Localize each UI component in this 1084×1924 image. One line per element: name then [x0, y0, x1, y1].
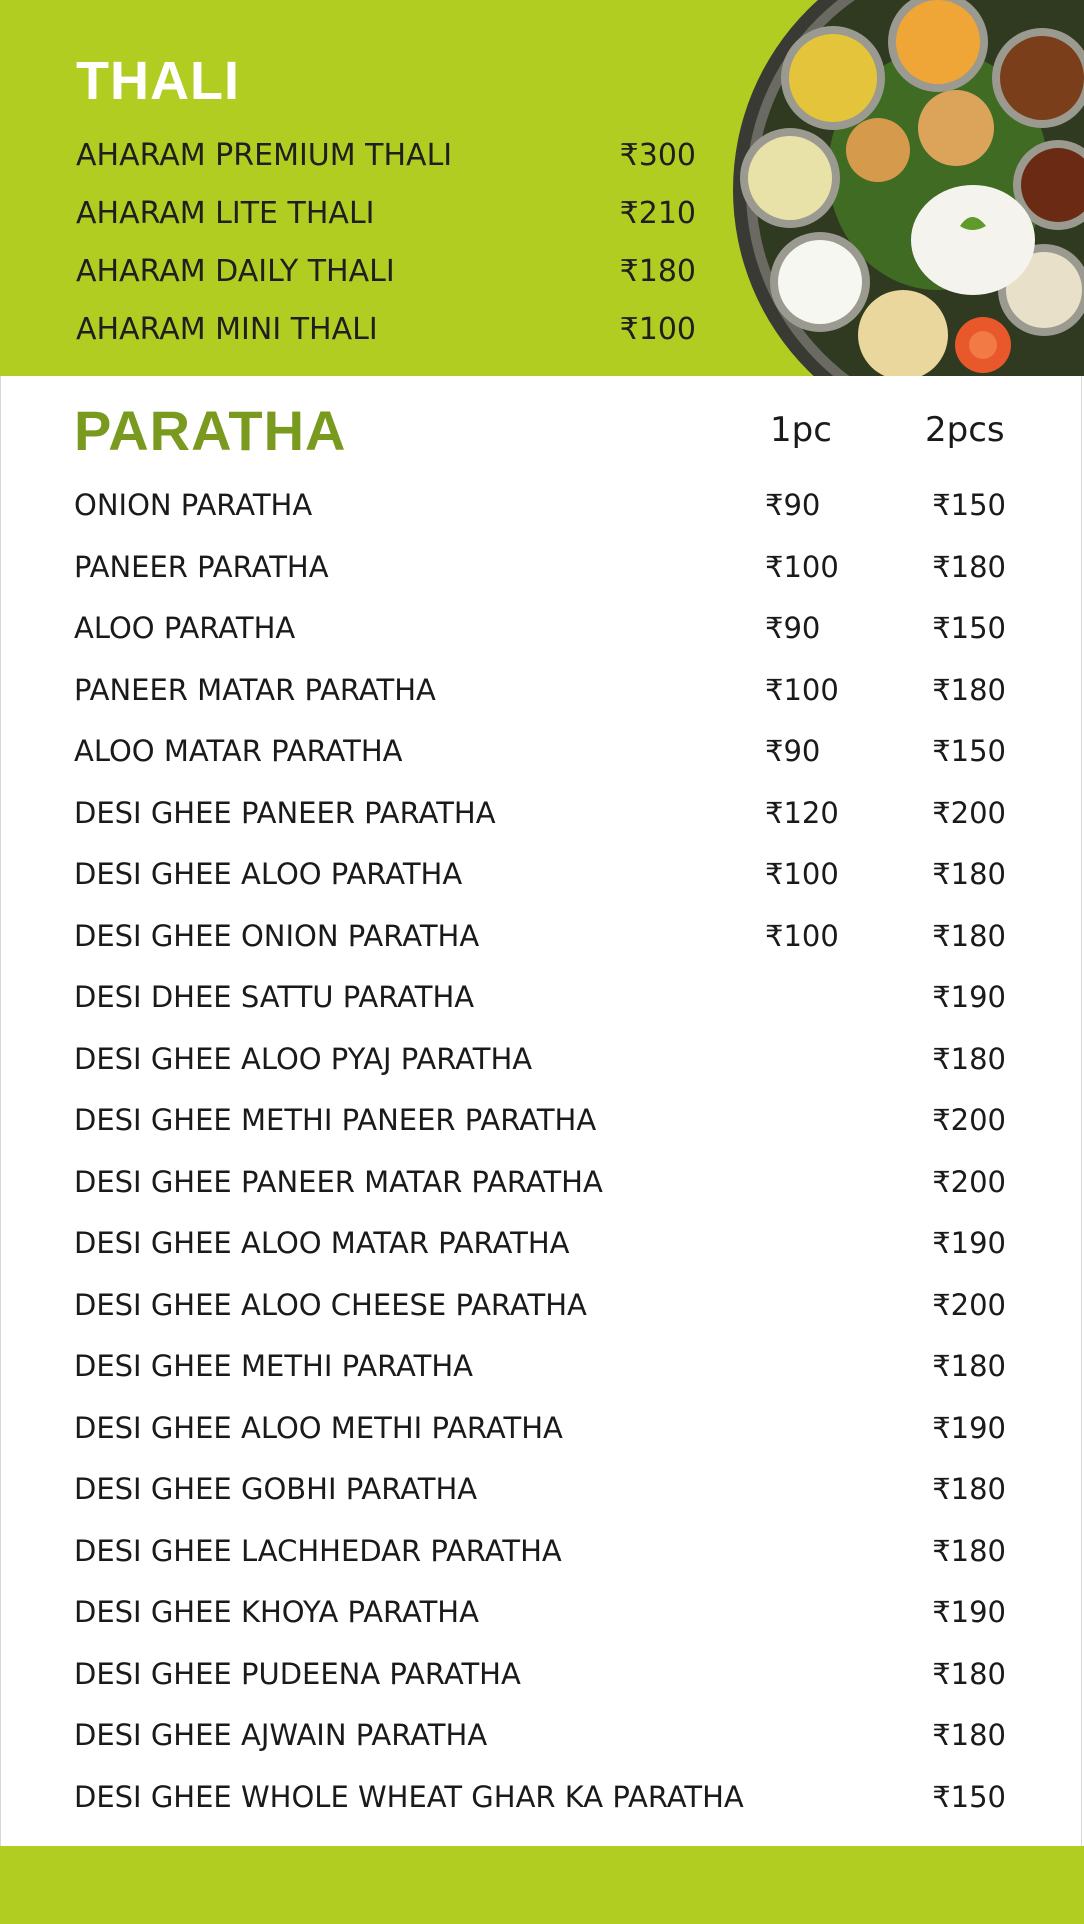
- paratha-item: [0, 1528, 1084, 1590]
- paratha-item-name: DESI GHEE METHI PARATHA: [74, 1349, 474, 1383]
- paratha-price-2pcs: ₹200: [932, 1164, 1006, 1199]
- thali-item-price: ₹180: [619, 254, 696, 289]
- paratha-item: [0, 667, 1084, 729]
- paratha-item-name: DESI GHEE PANEER MATAR PARATHA: [74, 1164, 603, 1199]
- thali-item-price: ₹210: [619, 196, 696, 231]
- paratha-item-name: ALOO PARATHA: [74, 611, 296, 645]
- paratha-price-1pc: ₹100: [765, 672, 839, 707]
- paratha-item-name: DESI GHEE ALOO METHI PARATHA: [74, 1410, 563, 1445]
- paratha-price-1pc: ₹100: [765, 918, 839, 953]
- paratha-item: [0, 1405, 1084, 1467]
- paratha-item-name: DESI GHEE GOBHI PARATHA: [74, 1472, 478, 1506]
- paratha-item-name: DESI GHEE METHI PANEER PARATHA: [74, 1103, 597, 1137]
- paratha-item: [0, 1343, 1084, 1405]
- paratha-price-1pc: ₹120: [765, 795, 839, 830]
- paratha-price-2pcs: ₹190: [932, 1226, 1006, 1260]
- paratha-price-2pcs: ₹190: [932, 1410, 1006, 1445]
- paratha-price-2pcs: ₹200: [932, 1287, 1006, 1322]
- paratha-price-2pcs: ₹180: [932, 1718, 1006, 1752]
- paratha-item-name: DESI GHEE ONION PARATHA: [74, 918, 480, 953]
- paratha-item: [0, 1774, 1084, 1836]
- thali-title: THALI: [76, 51, 240, 111]
- paratha-item-name: DESI GHEE AJWAIN PARATHA: [74, 1718, 488, 1752]
- thali-item: [76, 254, 696, 298]
- paratha-item-name: ONION PARATHA: [74, 488, 313, 522]
- paratha-list: [0, 482, 1084, 1835]
- paratha-price-2pcs: ₹150: [932, 488, 1006, 522]
- paratha-item: [0, 1159, 1084, 1221]
- paratha-item: [0, 482, 1084, 544]
- paratha-price-2pcs: ₹190: [932, 1595, 1006, 1629]
- paratha-price-2pcs: ₹180: [932, 857, 1006, 891]
- paratha-item: [0, 1036, 1084, 1098]
- paratha-item-name: DESI GHEE ALOO MATAR PARATHA: [74, 1226, 570, 1260]
- paratha-price-1pc: ₹90: [765, 734, 821, 768]
- thali-plate-image: [728, 0, 1084, 376]
- paratha-price-2pcs: ₹180: [932, 1656, 1006, 1691]
- thali-section: [0, 0, 1084, 376]
- paratha-price-2pcs: ₹150: [932, 1779, 1006, 1814]
- thali-item-name: AHARAM LITE THALI: [76, 196, 375, 231]
- paratha-item: [0, 1220, 1084, 1282]
- paratha-price-2pcs: ₹180: [932, 918, 1006, 953]
- paratha-price-2pcs: ₹180: [932, 1349, 1006, 1383]
- thali-item-price: ₹100: [619, 312, 696, 347]
- thali-item: [76, 196, 696, 240]
- paratha-price-2pcs: ₹180: [932, 1041, 1006, 1076]
- thali-item-name: AHARAM DAILY THALI: [76, 254, 395, 289]
- paratha-item-name: DESI GHEE PUDEENA PARATHA: [74, 1656, 521, 1691]
- paratha-item: [0, 1097, 1084, 1159]
- paratha-item-name: DESI GHEE WHOLE WHEAT GHAR KA PARATHA: [74, 1779, 744, 1814]
- paratha-price-2pcs: ₹200: [932, 1103, 1006, 1137]
- thali-item: [76, 312, 696, 356]
- thali-item-price: ₹300: [619, 138, 696, 173]
- paratha-item: [0, 1589, 1084, 1651]
- column-header-2pcs: 2pcs: [925, 410, 1005, 450]
- paratha-price-2pcs: ₹150: [932, 734, 1006, 768]
- paratha-item-name: DESI DHEE SATTU PARATHA: [74, 980, 475, 1014]
- thali-item-name: AHARAM MINI THALI: [76, 312, 378, 347]
- paratha-item: [0, 1712, 1084, 1774]
- paratha-price-2pcs: ₹180: [932, 549, 1006, 584]
- footer-band: [0, 1846, 1084, 1924]
- paratha-item-name: PANEER MATAR PARATHA: [74, 672, 436, 707]
- paratha-item-name: ALOO MATAR PARATHA: [74, 734, 403, 768]
- paratha-price-1pc: ₹90: [765, 488, 821, 522]
- paratha-price-1pc: ₹100: [765, 549, 839, 584]
- paratha-price-2pcs: ₹180: [932, 1472, 1006, 1506]
- paratha-item: [0, 974, 1084, 1036]
- paratha-item: [0, 605, 1084, 667]
- thali-item: [76, 138, 696, 182]
- paratha-item: [0, 851, 1084, 913]
- paratha-item-name: DESI GHEE ALOO PYAJ PARATHA: [74, 1041, 533, 1076]
- paratha-item: [0, 544, 1084, 606]
- paratha-price-2pcs: ₹190: [932, 980, 1006, 1014]
- paratha-item: [0, 790, 1084, 852]
- column-header-1pc: 1pc: [770, 410, 832, 450]
- paratha-item-name: DESI GHEE ALOO PARATHA: [74, 857, 463, 891]
- paratha-item: [0, 1282, 1084, 1344]
- paratha-item-name: DESI GHEE ALOO CHEESE PARATHA: [74, 1287, 587, 1322]
- paratha-price-2pcs: ₹180: [932, 1533, 1006, 1568]
- paratha-title: PARATHA: [74, 399, 347, 462]
- paratha-price-2pcs: ₹180: [932, 672, 1006, 707]
- paratha-price-2pcs: ₹200: [932, 795, 1006, 830]
- paratha-item-name: DESI GHEE PANEER PARATHA: [74, 795, 496, 830]
- paratha-price-1pc: ₹100: [765, 857, 839, 891]
- paratha-item: [0, 1651, 1084, 1713]
- paratha-price-1pc: ₹90: [765, 611, 821, 645]
- paratha-item: [0, 1466, 1084, 1528]
- thali-item-name: AHARAM PREMIUM THALI: [76, 138, 453, 173]
- paratha-item-name: DESI GHEE LACHHEDAR PARATHA: [74, 1533, 562, 1568]
- paratha-item-name: DESI GHEE KHOYA PARATHA: [74, 1595, 479, 1629]
- paratha-item: [0, 728, 1084, 790]
- paratha-price-2pcs: ₹150: [932, 611, 1006, 645]
- paratha-item-name: PANEER PARATHA: [74, 549, 329, 584]
- paratha-item: [0, 913, 1084, 975]
